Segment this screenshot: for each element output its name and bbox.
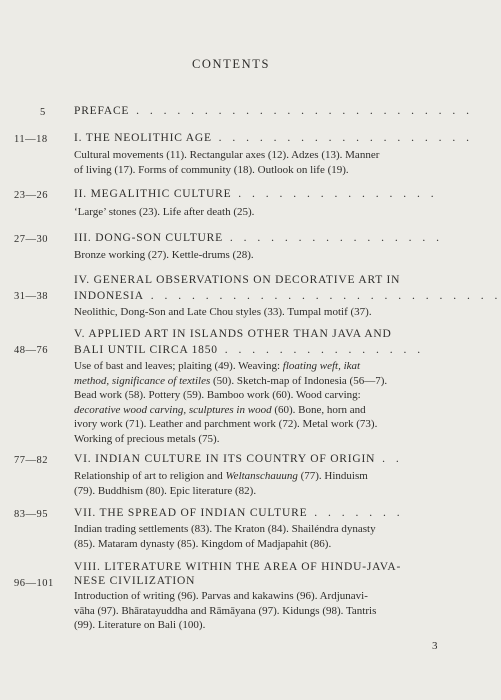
toc-description: Introduction of writing (96). Parvas and kakawins (96). Ardjunavi- vāha (97). Bhāratayuddha and Rāmāyana (97). Kidungs (98). Tantris (99). Literature on Bali (100). <box>74 590 377 631</box>
toc-description: ‘Large’ stones (23). Life after death (25). <box>74 206 255 218</box>
toc-heading: VI. INDIAN CULTURE IN ITS COUNTRY OF ORIGIN . . <box>74 453 403 465</box>
toc-page-range: 11—18 <box>14 134 48 145</box>
toc-description: Indian trading settlements (83). The Kraton (84). Shailéndra dynasty (85). Mataram dynasty (85). Kingdom of Madjapahit (86). <box>74 523 376 550</box>
toc-description: Bronze working (27). Kettle-drums (28). <box>74 249 254 261</box>
toc-description: Cultural movements (11). Rectangular axes (12). Adzes (13). Manner of living (17). Forms of community (18). Outlook on life (19). <box>74 149 380 176</box>
toc-heading-continued: NESE CIVILIZATION <box>74 575 196 587</box>
toc-page-range: 23—26 <box>14 190 48 201</box>
toc-heading: VII. THE SPREAD OF INDIAN CULTURE . . . . . . . <box>74 507 404 519</box>
toc-description: Relationship of art to religion and Weltanschauung (77). Hinduism (79). Buddhism (80). Epic literature (82). <box>74 470 368 497</box>
toc-page-range: 96—101 <box>14 578 54 589</box>
toc-heading-continued: INDONESIA . . . . . . . . . . . . . . . . . . . . . . . . . . <box>74 290 501 302</box>
page-number: 3 <box>432 640 438 652</box>
toc-heading: V. APPLIED ART IN ISLANDS OTHER THAN JAVA AND <box>74 328 392 340</box>
toc-heading: IV. GENERAL OBSERVATIONS ON DECORATIVE ART IN <box>74 274 401 286</box>
page-title: CONTENTS <box>191 57 271 71</box>
toc-page-range: 27—30 <box>14 234 48 245</box>
toc-heading-continued: BALI UNTIL CIRCA 1850 . . . . . . . . . . . . . . . <box>74 344 425 356</box>
toc-description: Use of bast and leaves; plaiting (49). Weaving: floating weft, ikat method, significance of textiles (50). Sketch-map of Indonesia (56—7). Bead work (58). Pottery (59). Bamboo work (60). Wood carving: decorative wood carving, sculptures in wood (60). Bone, horn and ivory work (71). Leather and parchment work (72). Metal work (73). Working of precious metals (75). <box>74 360 388 445</box>
toc-page-range: 77—82 <box>14 455 48 466</box>
toc-heading: I. THE NEOLITHIC AGE . . . . . . . . . . . . . . . . . . . <box>74 132 474 144</box>
toc-description: Neolithic, Dong-Son and Late Chou styles (33). Tumpal motif (37). <box>74 306 372 318</box>
toc-page-range: 31—38 <box>14 291 48 302</box>
toc-heading: II. MEGALITHIC CULTURE . . . . . . . . . . . . . . . <box>74 188 438 200</box>
toc-heading: PREFACE . . . . . . . . . . . . . . . . . . . . . . . . . <box>74 105 473 117</box>
toc-page-range: 48—76 <box>14 345 48 356</box>
toc-page-range: 83—95 <box>14 509 48 520</box>
toc-page-range: 5 <box>40 107 46 118</box>
toc-heading: III. DONG-SON CULTURE . . . . . . . . . . . . . . . . <box>74 232 443 244</box>
toc-heading: VIII. LITERATURE WITHIN THE AREA OF HINDU-JAVA- <box>74 561 402 573</box>
